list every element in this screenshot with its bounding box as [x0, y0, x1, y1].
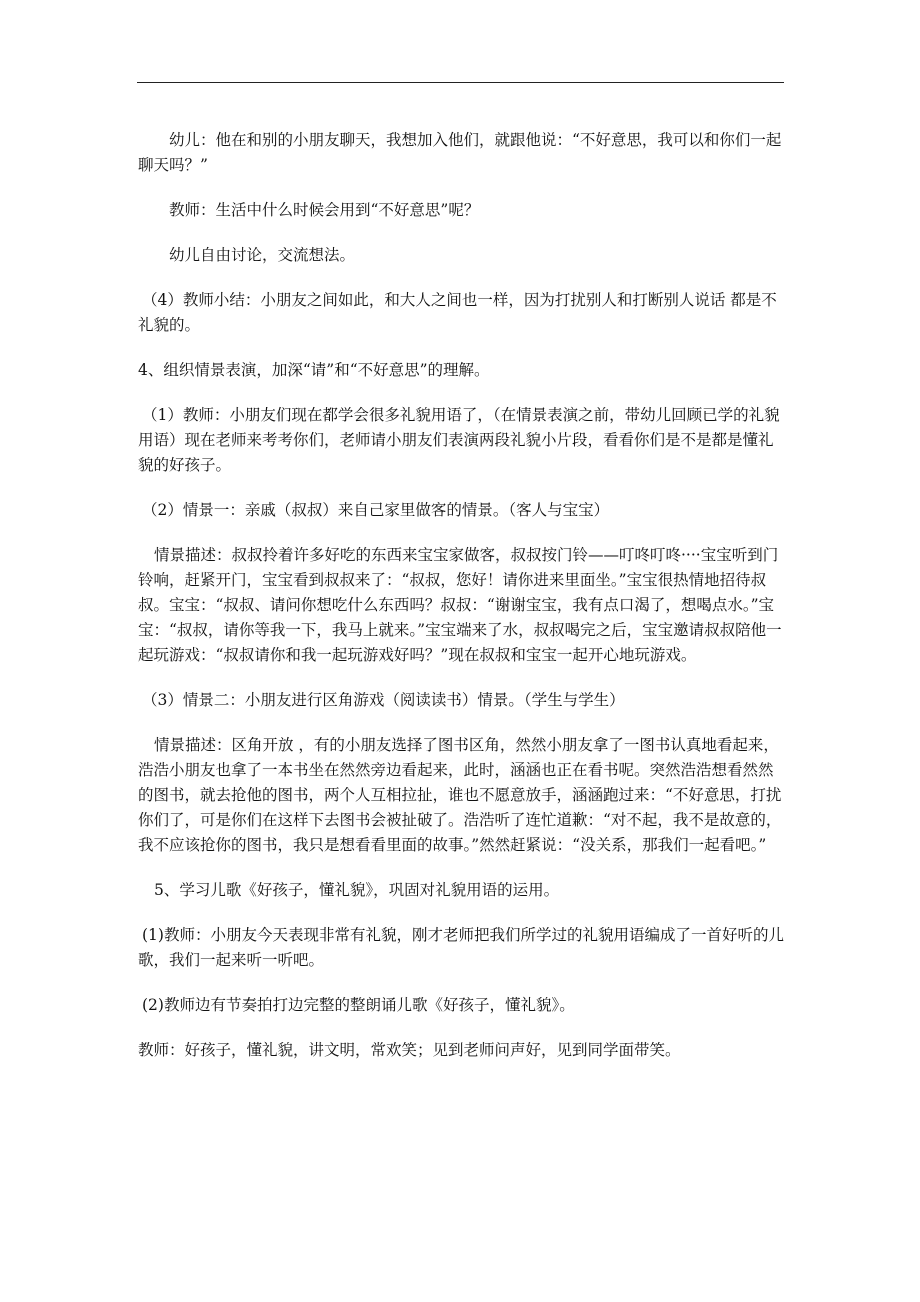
- section-heading-5: 5、学习儿歌《好孩子，懂礼貌》，巩固对礼貌用语的运用。: [154, 881, 560, 899]
- paragraph-scene-2: （3）情景二：小朋友进行区角游戏（阅读读书）情景。（学生与学生）: [142, 691, 625, 709]
- paragraph-step-5-1: (1)教师：小朋友今天表现非常有礼貌，刚才老师把我们所学过的礼貌用语编成了一首好听的儿歌，我们一起来听一听吧。: [138, 926, 784, 969]
- section-heading-4: 4、组织情景表演，加深“请”和“不好意思”的理解。: [138, 361, 490, 379]
- paragraph-child-reply: 幼儿：他在和别的小朋友聊天，我想加入他们，就跟他说：“不好意思，我可以和你们一起聊天吗？”: [138, 131, 782, 174]
- paragraph-teacher-summary: （4）教师小结：小朋友之间如此，和大人之间也一样，因为打扰别人和打断别人说话 都是不礼貌的。: [138, 291, 777, 334]
- paragraph-scene-1-description: 情景描述：叔叔拎着许多好吃的东西来宝宝家做客，叔叔按门铃——叮咚叮咚····宝宝听到门铃响，赶紧开门，宝宝看到叔叔来了：“叔叔，您好！请你进来里面坐。”宝宝很热情地招待叔叔。宝宝：“叔叔、请问你想吃什么东西吗？叔叔：“谢谢宝宝，我有点口渴了，想喝点水。”宝宝：“叔叔，请你等我一下，我马上就来。”宝宝端来了水，叔叔喝完之后，宝宝邀请叔叔陪他一起玩游戏：“叔叔请你和我一起玩游戏好吗？”现在叔叔和宝宝一起开心地玩游戏。: [138, 546, 782, 664]
- header-rule: [137, 82, 784, 83]
- paragraph-free-discussion: 幼儿自由讨论，交流想法。: [169, 246, 356, 264]
- paragraph-scene-2-description: 情景描述：区角开放 ，有的小朋友选择了图书区角，然然小朋友拿了一图书认真地看起来，浩浩小朋友也拿了一本书坐在然然旁边看起来，此时，涵涵也正在看书呢。突然浩浩想看然然的图书，就去抢他的图书，两个人互相拉扯，谁也不愿意放手，涵涵跑过来：“不好意思，打扰你们了，可是你们在这样下去图书会被扯破了。浩浩听了连忙道歉：“对不起，我不是故意的，我不应该抢你的图书，我只是想看看里面的故事。”然然赶紧说：“没关系，那我们一起看吧。”: [138, 736, 782, 854]
- paragraph-step-5-2: (2)教师边有节奏拍打边完整的整朗诵儿歌《好孩子，懂礼貌》。: [142, 996, 575, 1014]
- paragraph-rhyme: 教师：好孩子，懂礼貌，讲文明，常欢笑；见到老师问声好，见到同学面带笑。: [138, 1041, 681, 1059]
- paragraph-teacher-question: 教师：生活中什么时候会用到“不好意思”呢？: [169, 201, 480, 219]
- document-body: [138, 128, 784, 1083]
- paragraph-scene-1: （2）情景一：亲戚（叔叔）来自己家里做客的情景。（客人与宝宝）: [142, 501, 610, 519]
- paragraph-step-1: （1）教师：小朋友们现在都学会很多礼貌用语了，（在情景表演之前，带幼儿回顾已学的礼貌用语）现在老师来考考你们，老师请小朋友们表演两段礼貌小片段，看看你们是不是都是懂礼貌的好孩子。: [138, 406, 780, 474]
